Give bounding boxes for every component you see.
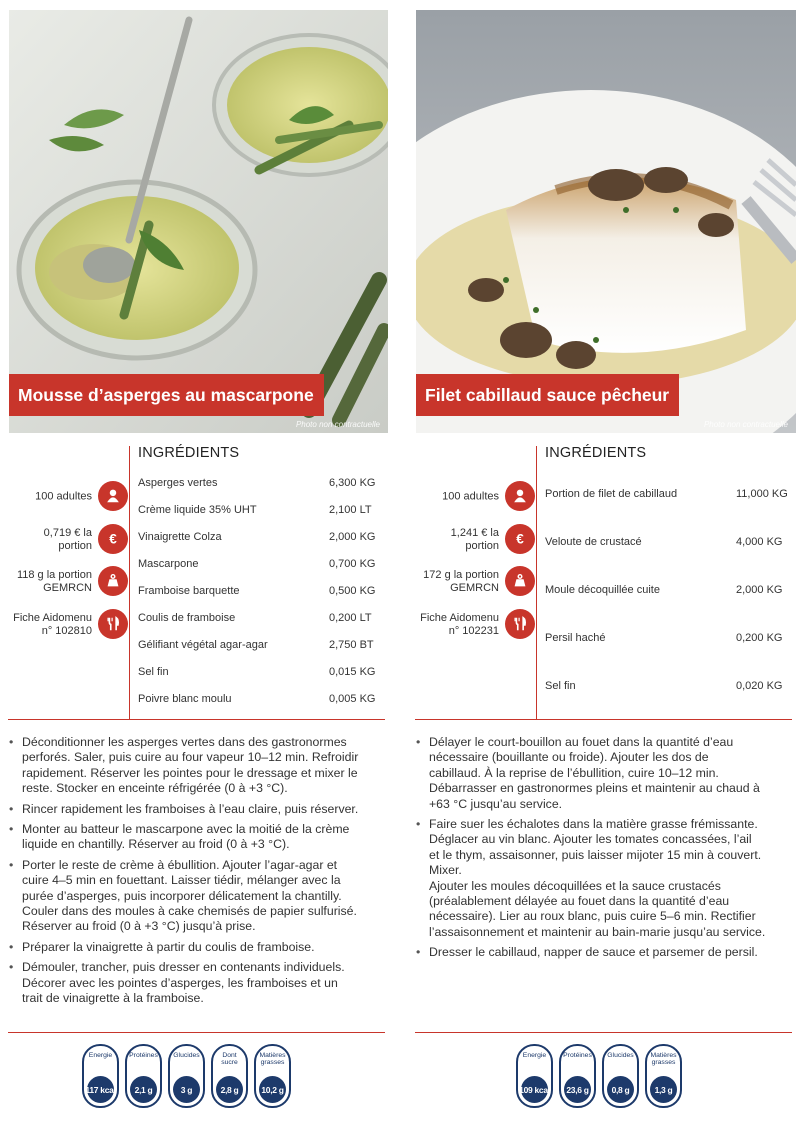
- ingredient-quantity: 0,200 LT: [329, 612, 372, 624]
- ingredient-row: [545, 614, 791, 662]
- price-text: 0,719 € la portion: [43, 527, 92, 552]
- ingredient-name: Veloute de crustacé: [545, 536, 642, 548]
- nutrition-label: Glucides: [607, 1052, 634, 1059]
- preparation-steps: [8, 735, 390, 1012]
- nutrition-value: 1,3 g: [650, 1076, 677, 1103]
- ingredient-quantity: 0,005 KG: [329, 693, 376, 705]
- step-text: • Faire suer les échalotes dans la matière grasse frémissante.: [429, 817, 758, 832]
- nutrition-badges: [516, 1044, 682, 1108]
- step-text: Décorer avec les pointes d’asperges, les framboises et un: [22, 975, 338, 990]
- asparagus-mousse-image: [9, 10, 388, 433]
- nutrition-label: Energie: [88, 1052, 113, 1059]
- nutrition-value: 117 kcal: [87, 1076, 114, 1103]
- divider: [415, 1032, 792, 1033]
- ingredient-name: Mascarpone: [138, 558, 199, 570]
- cutlery-icon: [98, 609, 128, 639]
- ingredient-name: Coulis de framboise: [138, 612, 236, 624]
- step-text: cabillaud. À la reprise de l’ébullition, cuire 10–12 min.: [429, 765, 719, 780]
- ingredient-row: [138, 497, 384, 524]
- step-item: [8, 858, 390, 935]
- ingredient-quantity: 2,000 KG: [329, 531, 376, 543]
- step-text: • Monter au batteur le mascarpone avec la moitié de la crème: [22, 822, 350, 837]
- nutrition-badge: [254, 1044, 291, 1108]
- ingredient-quantity: 0,015 KG: [329, 666, 376, 678]
- step-text: Déglacer au vin blanc. Ajouter les tomates concassées, l’ail: [429, 832, 752, 847]
- ingredient-row: [138, 632, 384, 659]
- ingredients-list: [545, 470, 791, 710]
- nutrition-badge: [82, 1044, 119, 1108]
- nutrition-value: 0,8 g: [607, 1076, 634, 1103]
- divider: [8, 1032, 385, 1033]
- ingredients-list: [138, 470, 384, 713]
- ingredient-quantity: 2,750 BT: [329, 639, 374, 651]
- person-icon: [505, 481, 535, 511]
- step-item: [8, 960, 390, 1006]
- ingredient-row: [138, 578, 384, 605]
- ingredient-quantity: 2,100 LT: [329, 504, 372, 516]
- step-item: [8, 735, 390, 797]
- ingredient-name: Vinaigrette Colza: [138, 531, 222, 543]
- step-text: Couler dans des moules à cake chemisés de papier sulfurisé.: [22, 904, 357, 919]
- nutrition-label: Energie: [522, 1052, 547, 1059]
- nutrition-badges: [82, 1044, 291, 1108]
- info-price: [407, 524, 535, 556]
- step-text: purée d’asperges, puis incorporer délicatement la chantilly.: [22, 888, 342, 903]
- step-text: • Déconditionner les asperges vertes dans des gastronormes: [22, 735, 347, 749]
- ingredient-quantity: 6,300 KG: [329, 477, 376, 489]
- nutrition-label: Glucides: [173, 1052, 200, 1059]
- dish-photo: [9, 10, 388, 433]
- svg-text:€: €: [109, 531, 117, 547]
- ingredient-row: [138, 686, 384, 713]
- nutrition-badge: [211, 1044, 248, 1108]
- step-text: • Porter le reste de crème à ébullition. Ajouter l’agar-agar et: [22, 857, 338, 872]
- nutrition-badge: [125, 1044, 162, 1108]
- recipe-title: Mousse d’asperges au mascarpone: [9, 374, 324, 416]
- ingredient-name: Crème liquide 35% UHT: [138, 504, 257, 516]
- svg-text:€: €: [516, 531, 524, 547]
- step-text: cuire 4–5 min en fouettant. Laisser tiédir, mélanger avec la: [22, 873, 341, 888]
- ingredient-quantity: 0,700 KG: [329, 558, 376, 570]
- euro-icon: [98, 524, 128, 554]
- step-text: rapidement. Réserver les pointes pour le dressage et mixer le: [22, 765, 358, 780]
- step-item: [415, 945, 797, 960]
- step-text: perforés. Saler, puis cuire au four vapeur 10–12 min. Refroidir: [22, 750, 359, 765]
- price-text: 1,241 € la portion: [450, 527, 499, 552]
- photo-disclaimer: Photo non contractuelle: [295, 420, 380, 429]
- nutrition-value: 2,8 g: [216, 1076, 243, 1103]
- ingredient-name: Sel fin: [138, 666, 169, 678]
- nutrition-label: Dont sucre: [221, 1052, 238, 1066]
- ingredient-name: Poivre blanc moulu: [138, 693, 232, 705]
- step-item: [8, 822, 390, 853]
- ingredient-row: [545, 470, 791, 518]
- ingredients-title: INGRÉDIENTS: [545, 445, 647, 461]
- step-text: liquide en chantilly. Réserver au froid (0 à +3 °C).: [22, 837, 290, 852]
- step-text: • Rincer rapidement les framboises à l’eau claire, puis réserver.: [22, 801, 359, 816]
- nutrition-badge: [559, 1044, 596, 1108]
- fiche-text: Fiche Aidomenu n° 102231: [420, 612, 499, 637]
- step-text: Ajouter les moules décoquillées et la sauce crustacés: [429, 878, 721, 893]
- ingredient-name: Moule décoquillée cuite: [545, 584, 660, 596]
- ingredient-quantity: 2,000 KG: [736, 584, 783, 596]
- ingredient-quantity: 0,020 KG: [736, 680, 783, 692]
- step-text: l’assaisonnement et maintenir au bain-marie jusqu’au service.: [429, 924, 766, 939]
- step-text: trait de vinaigrette à la framboise.: [22, 991, 204, 1006]
- ingredient-name: Portion de filet de cabillaud: [545, 488, 678, 500]
- step-text: Débarrasser en gastronormes pleins et maintenir au chaud à: [429, 781, 760, 796]
- step-text: reste. Stocker en enceinte réfrigérée (0 à +3 °C).: [22, 781, 288, 796]
- step-text: • Dresser le cabillaud, napper de sauce et parsemer de persil.: [429, 945, 758, 960]
- ingredient-row: [545, 518, 791, 566]
- nutrition-value: 10,2 g: [259, 1076, 286, 1103]
- photo-disclaimer: Photo non contractuelle: [703, 420, 788, 429]
- nutrition-value: 109 kcal: [521, 1076, 548, 1103]
- info-weight: [407, 566, 535, 598]
- fiche-text: Fiche Aidomenu n° 102810: [13, 612, 92, 637]
- nutrition-label: Protéines: [129, 1052, 158, 1059]
- ingredient-row: [545, 662, 791, 710]
- step-text: Mixer.: [429, 863, 462, 878]
- ingredient-quantity: 0,200 KG: [736, 632, 783, 644]
- euro-icon: [505, 524, 535, 554]
- dish-photo: [416, 10, 796, 433]
- servings-text: 100 adultes: [35, 490, 92, 503]
- ingredient-row: [545, 566, 791, 614]
- step-text: • Démouler, trancher, puis dresser en contenants individuels.: [22, 960, 345, 975]
- nutrition-value: 2,1 g: [130, 1076, 157, 1103]
- info-price: [0, 524, 128, 556]
- step-text: nécessaire (bouillante ou froide). Ajouter les dos de: [429, 750, 709, 765]
- ingredient-quantity: 0,500 KG: [329, 585, 376, 597]
- servings-text: 100 adultes: [442, 490, 499, 503]
- step-text: +63 °C jusqu’au service.: [429, 796, 563, 811]
- weight-icon: [505, 566, 535, 596]
- ingredient-name: Gélifiant végétal agar-agar: [138, 639, 268, 651]
- ingredient-quantity: 4,000 KG: [736, 536, 783, 548]
- step-item: [8, 802, 390, 817]
- weight-icon: [98, 566, 128, 596]
- step-text: Réserver au froid (0 à +3 °C) jusqu’à prise.: [22, 919, 256, 934]
- info-fiche: [407, 609, 535, 641]
- ingredient-name: Asperges vertes: [138, 477, 218, 489]
- preparation-steps: [415, 735, 797, 966]
- info-weight: [0, 566, 128, 598]
- nutrition-label: Protéines: [563, 1052, 592, 1059]
- weight-text: 118 g la portion GEMRCN: [16, 569, 92, 594]
- person-icon: [98, 481, 128, 511]
- ingredient-quantity: 11,000 KG: [736, 488, 788, 500]
- step-text: • Préparer la vinaigrette à partir du coulis de framboise.: [22, 939, 315, 954]
- ingredients-title: INGRÉDIENTS: [138, 445, 240, 461]
- ingredient-row: [138, 470, 384, 497]
- ingredient-row: [138, 551, 384, 578]
- nutrition-badge: [516, 1044, 553, 1108]
- step-item: [415, 735, 797, 812]
- weight-text: 172 g la portion GEMRCN: [423, 569, 499, 594]
- recipe-title: Filet cabillaud sauce pêcheur: [416, 374, 679, 416]
- ingredient-name: Sel fin: [545, 680, 576, 692]
- step-text: (préalablement délayée au fouet dans la quantité d’eau: [429, 894, 730, 909]
- ingredient-row: [138, 659, 384, 686]
- info-servings: [0, 481, 128, 513]
- nutrition-badge: [602, 1044, 639, 1108]
- cod-fillet-image: [416, 10, 796, 433]
- nutrition-label: Matières grasses: [650, 1052, 677, 1066]
- vertical-divider: [536, 446, 537, 720]
- nutrition-badge: [168, 1044, 205, 1108]
- info-servings: [407, 481, 535, 513]
- ingredient-row: [138, 605, 384, 632]
- divider: [415, 719, 792, 720]
- ingredient-row: [138, 524, 384, 551]
- step-text: nécessaire). Lier au roux blanc, puis cuire 5–6 min. Rectifier: [429, 909, 756, 924]
- recipe-card-cabillaud: [407, 0, 797, 1121]
- vertical-divider: [129, 446, 130, 720]
- ingredient-name: Framboise barquette: [138, 585, 240, 597]
- nutrition-value: 23,6 g: [564, 1076, 591, 1103]
- nutrition-badge: [645, 1044, 682, 1108]
- step-text: • Délayer le court-bouillon au fouet dans la quantité d’eau: [429, 735, 734, 749]
- cutlery-icon: [505, 609, 535, 639]
- step-text: et le thym, assaisonner, puis laisser mijoter 15 min à couvert.: [429, 847, 762, 862]
- nutrition-label: Matières grasses: [259, 1052, 286, 1066]
- info-fiche: [0, 609, 128, 641]
- divider: [8, 719, 385, 720]
- step-item: [415, 817, 797, 940]
- nutrition-value: 3 g: [173, 1076, 200, 1103]
- step-item: [8, 940, 390, 955]
- ingredient-name: Persil haché: [545, 632, 606, 644]
- recipe-card-mousse: [0, 0, 390, 1121]
